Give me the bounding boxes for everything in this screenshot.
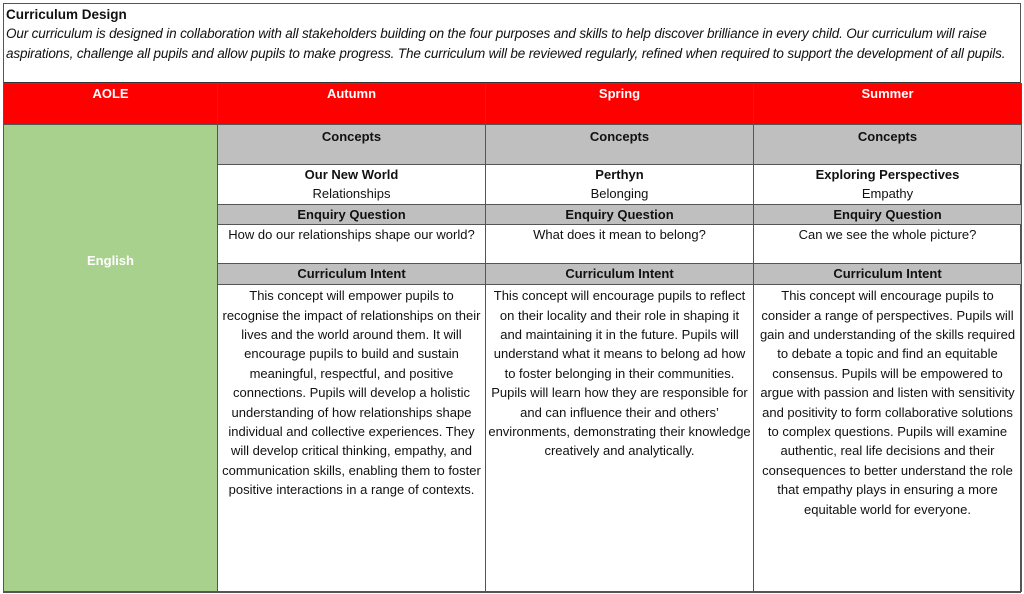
header-aole: AOLE [4,84,218,125]
enquiry-label-autumn: Enquiry Question [218,204,486,224]
intent-label-autumn: Curriculum Intent [218,264,486,285]
intent-text: This concept will encourage pupils to reflect on their locality and their role in shaping it and maintaining it in the future. Pupils will understand what it means to belong ad how to foster belonging in their communities. Pupils will learn how they are responsible for and can influence their and others’ environments, demonstrating their knowledge creatively and analytically. [488,288,751,459]
curriculum-document [3,3,1021,593]
intent-label-summer: Curriculum Intent [754,264,1022,285]
intent-text: This concept will encourage pupils to consider a range of perspectives. Pupils will gain and understanding of the skills required to debate a topic and find an equitable consensus. Pupils will be empowered to argue with passion and listen with sensitivity and positivity to form collaborative solutions to complex questions. Pupils will examine authentic, real life decisions and their consequences to better understand the role that empathy plays in ensuring a more equitable world for everyone. [759,288,1016,517]
intro-title: Curriculum Design [6,7,127,22]
header-summer: Summer [754,84,1022,125]
concepts-header-row [4,125,1022,165]
intent-autumn [218,285,486,592]
concepts-label-spring: Concepts [486,125,754,165]
concept-spring [486,165,754,205]
intent-summer [754,285,1022,592]
intro-section [4,4,1020,83]
enquiry-question-spring: What does it mean to belong? [486,225,754,264]
intent-label-spring: Curriculum Intent [486,264,754,285]
concept-name: Our New World [304,167,399,182]
concept-name: Exploring Perspectives [815,167,960,182]
enquiry-label-spring: Enquiry Question [486,204,754,224]
aole-label: English [87,253,134,269]
enquiry-label-summer: Enquiry Question [754,204,1022,224]
concept-theme: Relationships [312,186,391,202]
concept-name: Perthyn [595,167,644,182]
enquiry-question-autumn: How do our relationships shape our world? [218,225,486,264]
concept-summer [754,165,1022,205]
concept-theme: Belonging [590,186,649,202]
header-row [4,84,1022,125]
intro-text: Our curriculum is designed in collaboration with all stakeholders building on the four purposes and skills to help discover brilliance in every child. Our curriculum will raise aspirations, challenge all pupils and allow pupils to make progress. The curriculum will be reviewed regularly, refined when required to support the development of all pupils. [6,26,1006,61]
header-spring: Spring [486,84,754,125]
curriculum-table [3,83,1022,592]
aole-english-cell [4,125,218,592]
concepts-label-summer: Concepts [754,125,1022,165]
concept-theme: Empathy [861,186,914,202]
intent-spring [486,285,754,592]
concept-autumn [218,165,486,205]
intent-text: This concept will empower pupils to recognise the impact of relationships on their lives and the world around them. It will encourage pupils to build and sustain meaningful, respectful, and positive connections. Pupils will develop a holistic understanding of how relationships shape individual and collective experiences. They will develop critical thinking, empathy, and communication skills, enabling them to foster positive interactions in a range of contexts. [222,288,481,498]
enquiry-question-summer: Can we see the whole picture? [754,225,1022,264]
concepts-label-autumn: Concepts [218,125,486,165]
header-autumn: Autumn [218,84,486,125]
